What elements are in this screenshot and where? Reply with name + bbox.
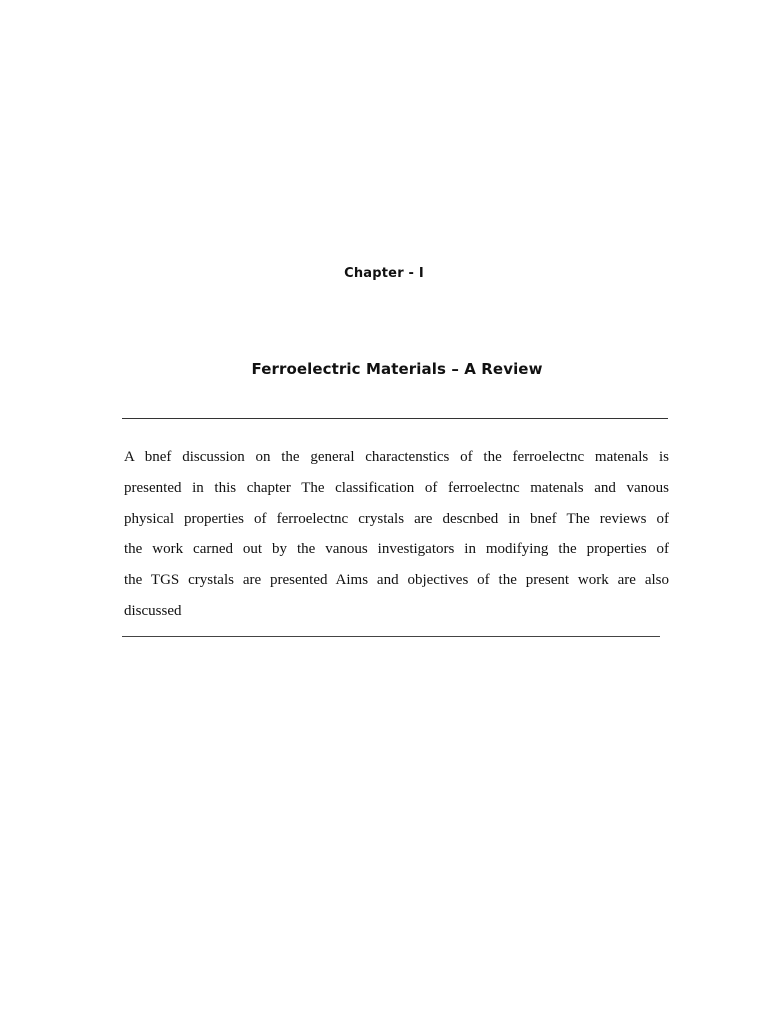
bottom-divider	[122, 636, 660, 637]
chapter-title: Ferroelectric Materials – A Review	[251, 360, 543, 378]
top-divider	[122, 418, 668, 419]
abstract-line: discussed	[124, 602, 182, 619]
abstract-line: A bnef discussion on the general charactenstics of the ferroelectnc matenals is	[124, 449, 669, 465]
chapter-label: Chapter - I	[344, 266, 424, 281]
abstract-line: the work carned out by the vanous investigators in modifying the properties of	[124, 541, 669, 558]
abstract-line: physical properties of ferroelectnc crystals are descnbed in bnef The reviews of	[124, 510, 669, 527]
chapter-abstract	[124, 442, 669, 627]
abstract-line: presented in this chapter The classification of ferroelectnc matenals and vanous	[124, 479, 669, 496]
abstract-line: the TGS crystals are presented Aims and objectives of the present work are also	[124, 572, 669, 589]
